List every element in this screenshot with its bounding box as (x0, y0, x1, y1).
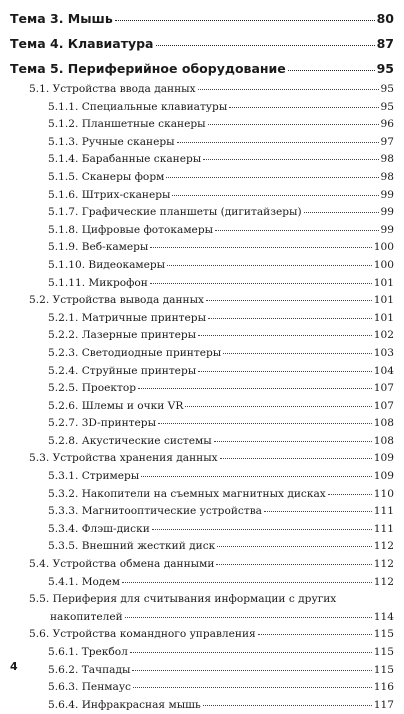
leader-dots (216, 557, 371, 565)
toc-page-number: 108 (373, 434, 394, 447)
toc-subsection-label: 5.3.1. Стримеры (48, 470, 140, 483)
leader-dots (150, 275, 372, 283)
leader-dots (156, 36, 375, 46)
toc-subsection (10, 169, 394, 187)
toc-page-number: 99 (380, 206, 394, 219)
toc-page-number: 80 (376, 11, 394, 26)
toc-subsection (10, 644, 394, 662)
toc-subsection (10, 222, 394, 240)
leader-dots (138, 381, 372, 389)
toc-subsection (10, 99, 394, 117)
toc-subsection (10, 187, 394, 205)
toc-section-label: 5.2. Устройства вывода данных (29, 294, 205, 307)
toc-subsection-label: 5.6.3. Пенмаус (48, 681, 131, 694)
toc-page-number: 99 (380, 223, 394, 236)
toc-topic-4 (10, 31, 394, 56)
toc-subsection-label: 5.1.7. Графические планшеты (дигитайзеры) (48, 206, 302, 219)
toc-section-label: 5.1. Устройства ввода данных (29, 83, 196, 95)
leader-dots (167, 258, 372, 266)
leader-dots (158, 416, 372, 424)
leader-dots (223, 346, 372, 354)
leader-dots (217, 539, 372, 547)
toc-subsection (10, 275, 394, 293)
toc-section-label-line2: накопителей (50, 610, 123, 623)
leader-dots (203, 152, 378, 160)
leader-dots (304, 205, 379, 213)
toc-subsection-label: 5.1.8. Цифровые фотокамеры (48, 223, 214, 236)
toc-subsection-label: 5.3.4. Флэш-диски (48, 522, 150, 535)
toc-page-number: 112 (373, 558, 394, 571)
toc-page-number: 100 (373, 258, 394, 271)
toc-subsection-label: 5.1.9. Веб-камеры (48, 241, 149, 254)
leader-dots (177, 134, 379, 142)
toc-subsection (10, 363, 394, 381)
toc-page-number: 103 (373, 346, 394, 359)
toc-page-number: 112 (373, 540, 394, 553)
leader-dots (215, 222, 378, 230)
toc-page-number: 115 (373, 628, 394, 641)
toc-subsection-label: 5.1.4. Барабанные сканеры (48, 153, 202, 166)
table-of-contents (10, 6, 394, 714)
toc-subsection-label: 5.1.10. Видеокамеры (48, 258, 166, 271)
toc-subsection-label: 5.6.1. Трекбол (48, 646, 128, 658)
toc-subsection-label: 5.6.2. Тачпады (48, 663, 131, 676)
toc-subsection-label: 5.2.5. Проектор (48, 382, 136, 395)
leader-dots (214, 433, 372, 441)
leader-dots (288, 61, 375, 71)
leader-dots (125, 609, 372, 617)
leader-dots (220, 451, 372, 459)
toc-section-label: 5.4. Устройства обмена данными (29, 558, 215, 571)
toc-topic-5 (10, 56, 394, 81)
toc-subsection-label: 5.2.3. Светодиодные принтеры (48, 346, 222, 359)
toc-subsection-label: 5.2.2. Лазерные принтеры (48, 329, 197, 342)
toc-page-number: 109 (373, 470, 394, 483)
toc-subsection (10, 257, 394, 275)
toc-subsection (10, 380, 394, 398)
toc-page-number: 101 (373, 294, 394, 307)
toc-subsection-label: 5.3.2. Накопители на съемных магнитных дисках (48, 487, 326, 500)
toc-subsection-label: 5.1.5. Сканеры форм (48, 170, 165, 183)
toc-page-number: 107 (373, 399, 394, 412)
toc-subsection-label: 5.1.3. Ручные сканеры (48, 135, 175, 148)
toc-subsection-label: 5.2.1. Матричные принтеры (48, 311, 206, 324)
toc-subsection (10, 116, 394, 134)
toc-page-number: 98 (380, 153, 394, 166)
leader-dots (152, 521, 372, 529)
toc-subsection (10, 538, 394, 556)
toc-subsection-label: 5.2.4. Струйные принтеры (48, 364, 197, 377)
toc-page-number: 95 (380, 83, 394, 95)
toc-subsection (10, 327, 394, 345)
toc-page-number: 101 (373, 276, 394, 289)
toc-page-number: 102 (373, 329, 394, 342)
toc-page-number: 96 (380, 118, 394, 131)
toc-section (10, 450, 394, 468)
toc-subsection (10, 503, 394, 521)
leader-dots (206, 293, 372, 301)
leader-dots (328, 486, 372, 494)
toc-page-number: 100 (373, 241, 394, 254)
toc-subsection (10, 398, 394, 416)
leader-dots (130, 645, 372, 653)
toc-subsection (10, 151, 394, 169)
leader-dots (229, 99, 378, 107)
toc-section-label: 5.3. Устройства хранения данных (29, 452, 218, 465)
leader-dots (150, 240, 371, 248)
leader-dots (166, 170, 378, 178)
toc-subsection (10, 310, 394, 328)
leader-dots (132, 662, 371, 670)
toc-subsection-label: 5.1.6. Штрих-сканеры (48, 188, 171, 201)
leader-dots (115, 11, 375, 21)
toc-topic-label: Тема 4. Клавиатура (10, 36, 154, 51)
leader-dots (133, 680, 372, 688)
toc-subsection (10, 345, 394, 363)
toc-page-number: 98 (380, 170, 394, 183)
toc-subsection-label: 5.1.1. Специальные клавиатуры (48, 100, 228, 113)
toc-page-number: 95 (376, 61, 394, 76)
toc-page-number: 117 (373, 698, 394, 711)
toc-subsection (10, 415, 394, 433)
toc-page-number: 115 (373, 663, 394, 676)
leader-dots (258, 627, 372, 635)
toc-subsection (10, 204, 394, 222)
toc-topic-label: Тема 3. Мышь (10, 11, 113, 26)
toc-section-label: 5.6. Устройства командного управления (29, 628, 256, 641)
toc-page-number: 109 (373, 452, 394, 465)
toc-topic-3 (10, 6, 394, 31)
toc-subsection (10, 486, 394, 504)
toc-subsection (10, 433, 394, 451)
leader-dots (185, 398, 371, 406)
toc-subsection-label: 5.4.1. Модем (48, 575, 120, 588)
leader-dots (208, 117, 379, 125)
toc-subsection (10, 134, 394, 152)
toc-topic-label: Тема 5. Периферийное оборудование (10, 61, 286, 76)
toc-page-number: 97 (380, 135, 394, 148)
toc-subsection-label: 5.2.6. Шлемы и очки VR (48, 399, 184, 412)
toc-subsection (10, 239, 394, 257)
leader-dots (198, 363, 372, 371)
toc-section (10, 556, 394, 574)
toc-page-number: 114 (373, 610, 394, 623)
leader-dots (122, 574, 372, 582)
toc-subsection-label: 5.1.11. Микрофон (48, 276, 148, 289)
toc-subsection (10, 662, 394, 680)
toc-page-number: 108 (373, 417, 394, 430)
leader-dots (208, 310, 372, 318)
toc-page-number: 99 (380, 188, 394, 201)
toc-subsection (10, 679, 394, 697)
toc-subsection-label: 5.3.3. Магнитооптические устройства (48, 505, 262, 518)
leader-dots (198, 328, 372, 336)
toc-section (10, 591, 394, 626)
toc-subsection (10, 521, 394, 539)
toc-section-label-line1: 5.5. Периферия для считывания информации с других (29, 593, 337, 606)
toc-page-number: 111 (373, 522, 394, 535)
toc-section (10, 626, 394, 644)
toc-section-continuation (29, 609, 394, 627)
toc-subsection-label: 5.1.2. Планшетные сканеры (48, 118, 206, 131)
leader-dots (141, 469, 372, 477)
toc-subsection-label: 5.2.8. Акустические системы (48, 434, 212, 447)
leader-dots (203, 697, 372, 705)
toc-subsection (10, 468, 394, 486)
toc-subsection (10, 697, 394, 714)
toc-page-number: 87 (376, 36, 394, 51)
leader-dots (264, 504, 372, 512)
toc-page-number: 112 (373, 575, 394, 588)
toc-page-number: 116 (373, 681, 394, 694)
page-number: 4 (10, 660, 18, 673)
toc-page-number: 115 (373, 646, 394, 658)
toc-page-number: 111 (373, 505, 394, 518)
toc-page-number: 104 (373, 364, 394, 377)
leader-dots (198, 82, 379, 90)
leader-dots (172, 187, 378, 195)
toc-subsection (10, 574, 394, 592)
toc-page-number: 107 (373, 382, 394, 395)
toc-subsection-label: 5.3.5. Внешний жесткий диск (48, 540, 216, 553)
toc-page-number: 101 (373, 311, 394, 324)
toc-section (10, 292, 394, 310)
toc-subsection-label: 5.6.4. Инфракрасная мышь (48, 698, 201, 711)
toc-page-number: 95 (380, 100, 394, 113)
toc-section (10, 81, 394, 99)
toc-page-number: 110 (373, 487, 394, 500)
toc-subsection-label: 5.2.7. 3D-принтеры (48, 417, 157, 430)
